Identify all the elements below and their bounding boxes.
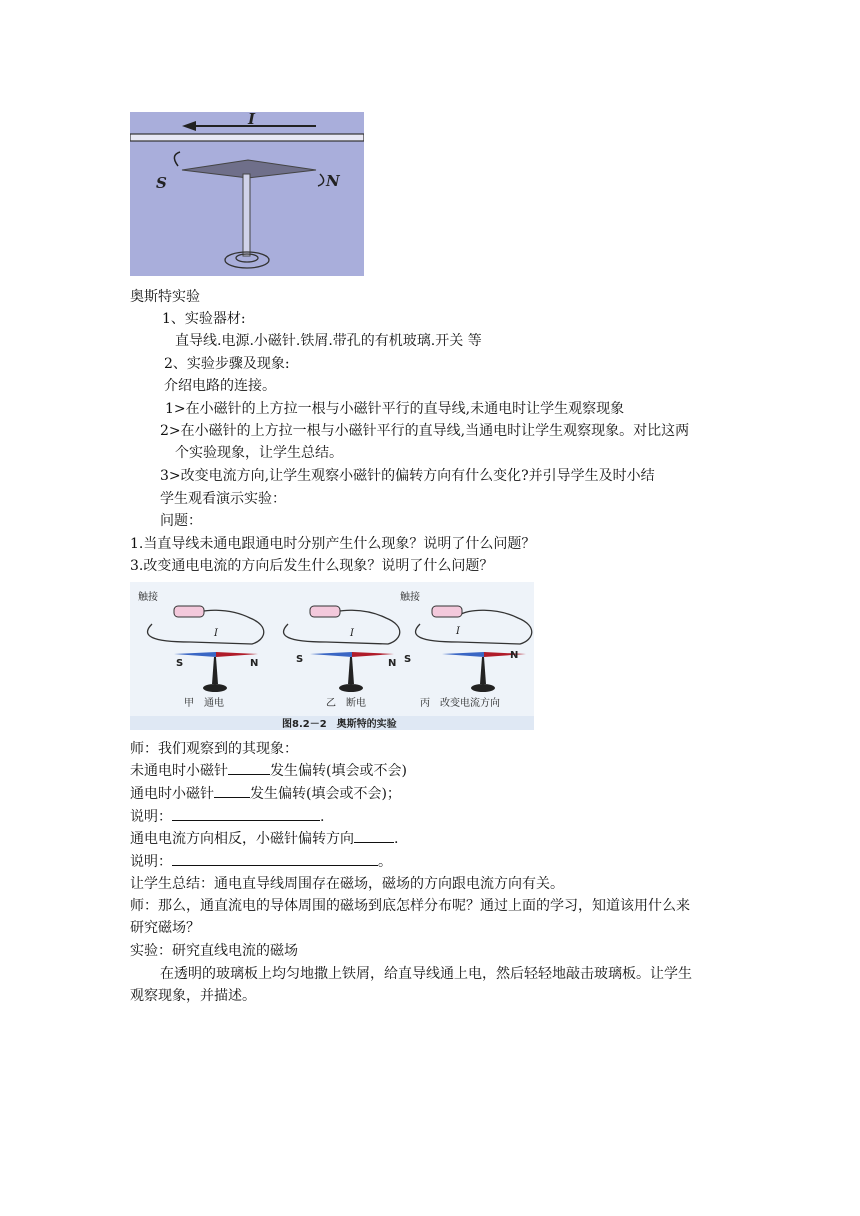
fill-blank-3: [130, 828, 398, 850]
experiment-paragraph-line-1: 在透明的玻璃板上均匀地撒上铁屑，给直导线通上电，然后轻轻地敲击玻璃板。让学生: [160, 966, 692, 982]
fill-1-suffix: 发生偏转(填会或不会): [270, 763, 407, 779]
experiment-title: 实验：研究直线电流的磁场: [130, 943, 298, 959]
materials-heading: 1、实验器材:: [162, 311, 246, 327]
panel-3-current-label: I: [456, 626, 460, 637]
teacher-question-line-2: 研究磁场？: [130, 920, 200, 936]
oersted-setup-figure: [130, 112, 364, 276]
panel-1-n-label: N: [250, 658, 259, 669]
explanation-2: [130, 851, 392, 873]
fill-3-suffix: .: [394, 831, 399, 847]
question-3: 3.改变通电电流的方向后发生什么现象？说明了什么问题？: [130, 558, 494, 574]
panel-2-n-label: N: [388, 658, 397, 669]
fill-2-prefix: 通电时小磁针: [130, 786, 214, 802]
current-label: I: [248, 112, 256, 128]
panel-1-base: [203, 684, 227, 692]
panel-2-sub-label: 乙 断电: [326, 698, 366, 709]
blank-field-3[interactable]: [172, 806, 320, 821]
step-2-line-1: 2>在小磁针的上方拉一根与小磁针平行的直导线,当通电时让学生观察现象。对比这两: [160, 423, 690, 439]
panel-3-n-label: N: [510, 650, 519, 661]
explanation-1-end: .: [320, 809, 325, 825]
panel-2-base: [339, 684, 363, 692]
step-2-line-2: 个实验现象，让学生总结。: [175, 445, 343, 461]
fill-blank-1: [130, 760, 407, 782]
panel-3-s-label: S: [404, 654, 412, 665]
question-1: 1.当直导线未通电跟通电时分别产生什么现象？说明了什么问题？: [130, 536, 536, 552]
explanation-1: [130, 806, 324, 828]
demo-line: 学生观看演示实验：: [160, 491, 286, 507]
blank-field-2[interactable]: [214, 783, 250, 798]
panel-3-sub-label: 丙 改变电流方向: [420, 698, 500, 709]
figure2-caption: 图8.2－2 奥斯特的实验: [282, 719, 397, 730]
panel-3-base: [471, 684, 495, 692]
fill-1-prefix: 未通电时小磁针: [130, 763, 228, 779]
step-1: 1>在小磁针的上方拉一根与小磁针平行的直导线,未通电时让学生观察现象: [165, 401, 625, 417]
fill-3-prefix: 通电电流方向相反，小磁针偏转方向: [130, 831, 354, 847]
step-3: 3>改变电流方向,让学生观察小磁针的偏转方向有什么变化?并引导学生及时小结: [160, 468, 655, 484]
wire: [130, 134, 364, 141]
oersted-experiment-figure: [130, 582, 534, 730]
blank-field-4[interactable]: [354, 828, 394, 843]
panel-1-s-label: S: [176, 658, 184, 669]
needle-stand-post: [243, 174, 250, 256]
materials-list: 直导线.电源.小磁针.铁屑.带孔的有机玻璃.开关 等: [175, 333, 482, 349]
section-title: 奥斯特实验: [130, 289, 200, 305]
panel-3-battery: [432, 606, 462, 617]
panel-1-top-label: 触接: [138, 592, 158, 603]
panel-1-sub-label: 甲 通电: [184, 698, 224, 709]
panel-2-current-label: I: [350, 628, 354, 639]
fill-2-suffix: 发生偏转(填会或不会)；: [250, 786, 401, 802]
experiment-paragraph-line-2: 观察现象，并描述。: [130, 988, 256, 1004]
teacher-observation: 师：我们观察到的其现象：: [130, 741, 298, 757]
panel-3-top-label: 触接: [400, 592, 420, 603]
circuit-intro: 介绍电路的连接。: [164, 378, 276, 394]
panel-1-battery: [174, 606, 204, 617]
explanation-2-label: 说明：: [130, 854, 172, 870]
question-heading: 问题：: [160, 513, 202, 529]
teacher-question-line-1: 师：那么，通直流电的导体周围的磁场到底怎样分布呢？通过上面的学习，知道该用什么来: [130, 898, 690, 914]
north-label: N: [326, 172, 340, 190]
south-label: S: [156, 174, 167, 192]
explanation-1-label: 说明：: [130, 809, 172, 825]
panel-1-current-label: I: [214, 628, 218, 639]
student-summary: 让学生总结：通电直导线周围存在磁场，磁场的方向跟电流方向有关。: [130, 876, 564, 892]
blank-field-1[interactable]: [228, 760, 270, 775]
steps-heading: 2、实验步骤及现象:: [164, 356, 290, 372]
fill-blank-2: [130, 783, 401, 805]
panel-2-battery: [310, 606, 340, 617]
explanation-2-end: 。: [378, 854, 392, 870]
panel-2-s-label: S: [296, 654, 304, 665]
blank-field-5[interactable]: [172, 851, 378, 866]
